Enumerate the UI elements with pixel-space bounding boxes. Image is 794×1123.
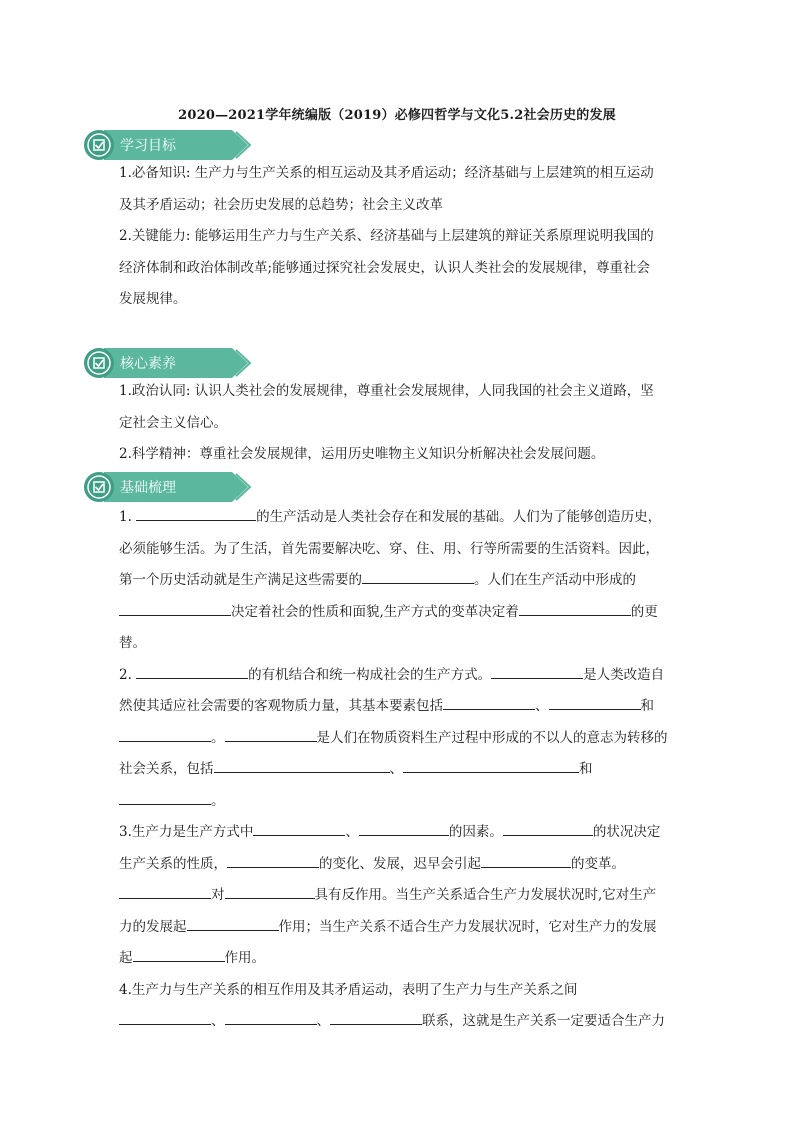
text-line: 力的发展起 作用；当生产关系不适合生产力发展状况时，它对生产力的发展 bbox=[119, 912, 679, 944]
fill-blank[interactable] bbox=[225, 884, 315, 899]
fill-blank[interactable] bbox=[119, 1010, 211, 1025]
fill-blank[interactable] bbox=[133, 947, 225, 962]
text-line: 2.关键能力: 能够运用生产力与生产关系、经济基础与上层建筑的辩证关系原理说明我国的 bbox=[119, 228, 654, 244]
text-line: 发展规律。 bbox=[119, 291, 187, 307]
fill-blank[interactable] bbox=[187, 916, 279, 931]
fill-blank[interactable] bbox=[330, 1010, 422, 1025]
text-line: 对 具有反作用。当生产关系适合生产力发展状况时,它对生产 bbox=[119, 880, 679, 912]
text-line: 。 bbox=[119, 786, 679, 818]
fill-blank[interactable] bbox=[491, 664, 583, 679]
text-line: 第一个历史活动就是生产满足这些需要的 。人们在生产活动中形成的 bbox=[119, 565, 679, 597]
section-banner-goals bbox=[82, 128, 252, 162]
text-line: 必须能够生活。为了生活，首先需要解决吃、穿、住、用、行等所需要的生活资料。因此， bbox=[119, 540, 659, 557]
fill-blank[interactable] bbox=[443, 695, 535, 710]
text-line: 及其矛盾运动；社会历史发展的总趋势；社会主义改革 bbox=[119, 196, 443, 213]
text-line: 生产关系的性质， 的变化、发展，迟早会引起 的变革。 bbox=[119, 849, 679, 881]
fill-blank[interactable] bbox=[136, 506, 256, 521]
core-text bbox=[119, 376, 679, 471]
text-line: 、 、 联系，这就是生产关系一定要适合生产力 bbox=[119, 1006, 679, 1038]
text-line: 经济体制和政治体制改革;能够通过探究社会发展史，认识人类社会的发展规律，尊重社会 bbox=[119, 259, 651, 276]
fill-blank[interactable] bbox=[403, 758, 579, 773]
fill-blank[interactable] bbox=[503, 821, 593, 836]
fill-blank[interactable] bbox=[119, 727, 211, 742]
checkbox-icon bbox=[82, 128, 116, 162]
section-banner-basics bbox=[82, 470, 252, 504]
fill-blank[interactable] bbox=[119, 884, 211, 899]
fill-blank[interactable] bbox=[481, 853, 571, 868]
goals-text bbox=[119, 158, 679, 316]
fill-blank[interactable] bbox=[549, 695, 641, 710]
text-line: 决定着社会的性质和面貌,生产方式的变革决定着 的更 bbox=[119, 597, 679, 629]
fill-blank[interactable] bbox=[359, 821, 449, 836]
section-banner-core bbox=[82, 346, 252, 380]
text-line: 起 作用。 bbox=[119, 943, 679, 975]
fill-blank[interactable] bbox=[362, 569, 474, 584]
text-line: 1. 的生产活动是人类社会存在和发展的基础。人们为了能够创造历史， bbox=[119, 502, 679, 534]
checkbox-icon bbox=[82, 346, 116, 380]
section-heading: 基础梳理 bbox=[120, 480, 176, 496]
fill-blank[interactable] bbox=[253, 821, 345, 836]
text-line: 。 是人们在物质资料生产过程中形成的不以人的意志为转移的 bbox=[119, 723, 679, 755]
text-line: 定社会主义信心。 bbox=[119, 414, 227, 431]
page-title: 2020—2021学年统编版（2019）必修四哲学与文化5.2社会历史的发展 bbox=[178, 108, 616, 123]
fill-blank[interactable] bbox=[214, 758, 390, 773]
text-line: 2.科学精神：尊重社会发展规律，运用历史唯物主义知识分析解决社会发展问题。 bbox=[119, 446, 605, 462]
basics-text bbox=[119, 502, 679, 1038]
fill-blank[interactable] bbox=[136, 664, 248, 679]
fill-blank[interactable] bbox=[519, 601, 631, 616]
section-heading: 学习目标 bbox=[120, 138, 176, 154]
text-line: 1.政治认同: 认识人类社会的发展规律，尊重社会发展规律，人同我国的社会主义道路，坚 bbox=[119, 383, 654, 399]
text-line: 3.生产力是生产方式中 、 的因素。 的状况决定 bbox=[119, 817, 679, 849]
fill-blank[interactable] bbox=[225, 1010, 317, 1025]
fill-blank[interactable] bbox=[225, 727, 317, 742]
section-heading: 核心素养 bbox=[120, 356, 176, 372]
text-line: 然使其适应社会需要的客观物质力量，其基本要素包括 、 和 bbox=[119, 691, 679, 723]
text-line: 替。 bbox=[119, 635, 146, 651]
fill-blank[interactable] bbox=[227, 853, 319, 868]
text-line: 2. 的有机结合和统一构成社会的生产方式。 是人类改造自 bbox=[119, 660, 679, 692]
text-line: 1.必备知识: 生产力与生产关系的相互运动及其矛盾运动；经济基础与上层建筑的相互运动 bbox=[119, 165, 654, 181]
checkbox-icon bbox=[82, 470, 116, 504]
text-line: 社会关系，包括 、 和 bbox=[119, 754, 679, 786]
fill-blank[interactable] bbox=[119, 601, 231, 616]
text-line: 4.生产力与生产关系的相互作用及其矛盾运动，表明了生产力与生产关系之间 bbox=[119, 981, 578, 998]
fill-blank[interactable] bbox=[119, 790, 211, 805]
